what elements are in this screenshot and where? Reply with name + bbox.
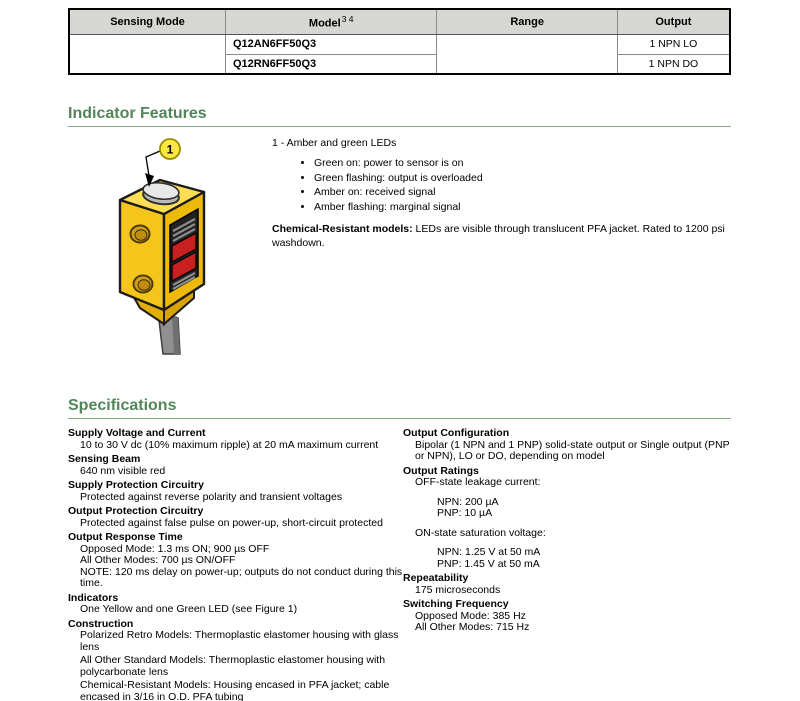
model-cell: Q12RN6FF50Q3 <box>226 54 437 74</box>
list-item: • Green flashing: output is overloaded <box>314 171 734 186</box>
spec-heading: Supply Voltage and Current <box>68 427 206 439</box>
table-row <box>69 34 730 54</box>
spec-group <box>68 506 418 529</box>
spec-line: 10 to 30 V dc (10% maximum ripple) at 20 mA maximum current <box>80 438 379 451</box>
mounting-hole <box>134 276 153 293</box>
sensing-mode-cell <box>69 34 226 74</box>
callout-leader-line <box>146 151 160 176</box>
col-header-sensing-mode: Sensing Mode <box>69 9 226 34</box>
spec-heading: Supply Protection Circuitry <box>68 479 204 491</box>
spec-heading: Output Protection Circuitry <box>68 505 204 517</box>
figure-caption: 1 - Amber and green LEDs <box>272 137 397 149</box>
spec-group <box>68 532 418 590</box>
spec-heading: Output Configuration <box>403 427 510 439</box>
spec-group <box>68 593 418 616</box>
spec-line: All Other Standard Models: Thermoplastic elastomer housing with polycarbonate lens <box>80 654 386 678</box>
note-lead-in: Chemical-Resistant models: <box>272 223 413 235</box>
spec-columns <box>68 428 731 700</box>
spec-heading: Repeatability <box>403 572 469 584</box>
spec-group <box>403 573 731 596</box>
spec-line: Protected against reverse polarity and transient voltages <box>80 490 343 503</box>
spec-line: One Yellow and one Green LED (see Figure 1) <box>80 603 298 615</box>
spec-heading: Construction <box>68 617 134 630</box>
spec-group <box>68 480 418 503</box>
spec-line: OFF-state leakage current: <box>415 476 541 488</box>
spec-line: NOTE: 120 ms delay on power-up; outputs do not conduct during this time. <box>80 565 403 589</box>
spec-line: PNP: 1.45 V at 50 mA <box>437 557 540 570</box>
spec-group <box>68 428 418 451</box>
spec-group <box>68 619 418 701</box>
list-item: • Green on: power to sensor is on <box>314 156 734 171</box>
spec-line: 640 nm visible red <box>80 464 166 477</box>
note-body: LEDs are visible through translucent PFA jacket. Rated to 1200 psi washdown. <box>272 223 725 249</box>
spec-line: Polarized Retro Models: Thermoplastic elastomer housing with glass lens <box>80 629 399 653</box>
section-title-specifications: Specifications <box>68 396 731 419</box>
spec-line: NPN: 1.25 V at 50 mA <box>437 546 541 558</box>
section-title-indicator-features: Indicator Features <box>68 104 731 127</box>
list-item: • Amber on: received signal <box>314 185 734 200</box>
spec-line: Chemical-Resistant Models: Housing encased in PFA jacket; cable encased in 3/16 in O.D. PFA tubing <box>80 679 390 701</box>
spec-line: NPN: 200 µA <box>437 495 499 508</box>
spec-heading: Indicators <box>68 591 119 604</box>
output-cell: 1 NPN DO <box>617 54 730 74</box>
spec-heading: Sensing Beam <box>68 453 141 465</box>
table-header-row <box>69 9 730 34</box>
specs-right-column <box>403 428 731 637</box>
spec-line: Opposed Mode: 1.3 ms ON; 900 µs OFF <box>80 542 270 555</box>
spec-heading: Switching Frequency <box>403 598 509 610</box>
spec-line: All Other Modes: 715 Hz <box>415 621 530 633</box>
sensor-figure <box>100 136 265 381</box>
spec-line: PNP: 10 µA <box>437 507 493 519</box>
spec-line: ON-state saturation voltage: <box>415 526 546 539</box>
spec-group <box>68 454 418 477</box>
led-indicator-list <box>272 156 734 214</box>
mounting-hole <box>131 226 150 243</box>
spec-heading: Output Ratings <box>403 464 479 477</box>
specs-left-column <box>68 428 418 701</box>
specifications-section <box>68 396 731 700</box>
spec-group <box>403 466 731 571</box>
col-header-output: Output <box>617 9 730 34</box>
sensor-left-face <box>120 200 164 310</box>
col-header-range: Range <box>437 9 617 34</box>
col-header-model <box>226 9 437 34</box>
chemical-resistant-note <box>272 223 734 250</box>
model-header-label: Model <box>308 17 341 30</box>
spec-line: Protected against false pulse on power-up, short-circuit protected <box>80 516 383 529</box>
spec-line: All Other Modes: 700 µs ON/OFF <box>80 554 236 566</box>
spec-heading: Output Response Time <box>68 531 183 543</box>
spec-group <box>403 599 731 634</box>
models-table <box>68 8 731 75</box>
output-cell: 1 NPN LO <box>617 34 730 54</box>
callout-1 <box>160 139 180 159</box>
spec-line: Bipolar (1 NPN and 1 PNP) solid-state output or Single output (PNP or NPN), LO or DO, depending on model <box>415 438 730 462</box>
indicator-text-block <box>272 137 734 250</box>
list-item: • Amber flashing: marginal signal <box>314 200 734 215</box>
svg-text:1: 1 <box>166 142 174 157</box>
spec-group <box>403 428 731 463</box>
spec-line: Opposed Mode: 385 Hz <box>415 609 526 622</box>
model-footnote-refs: 3 4 <box>341 14 354 24</box>
indicator-features-section <box>68 104 731 127</box>
spec-line: 175 microseconds <box>415 583 501 596</box>
range-cell <box>437 34 617 74</box>
model-cell: Q12AN6FF50Q3 <box>226 34 437 54</box>
